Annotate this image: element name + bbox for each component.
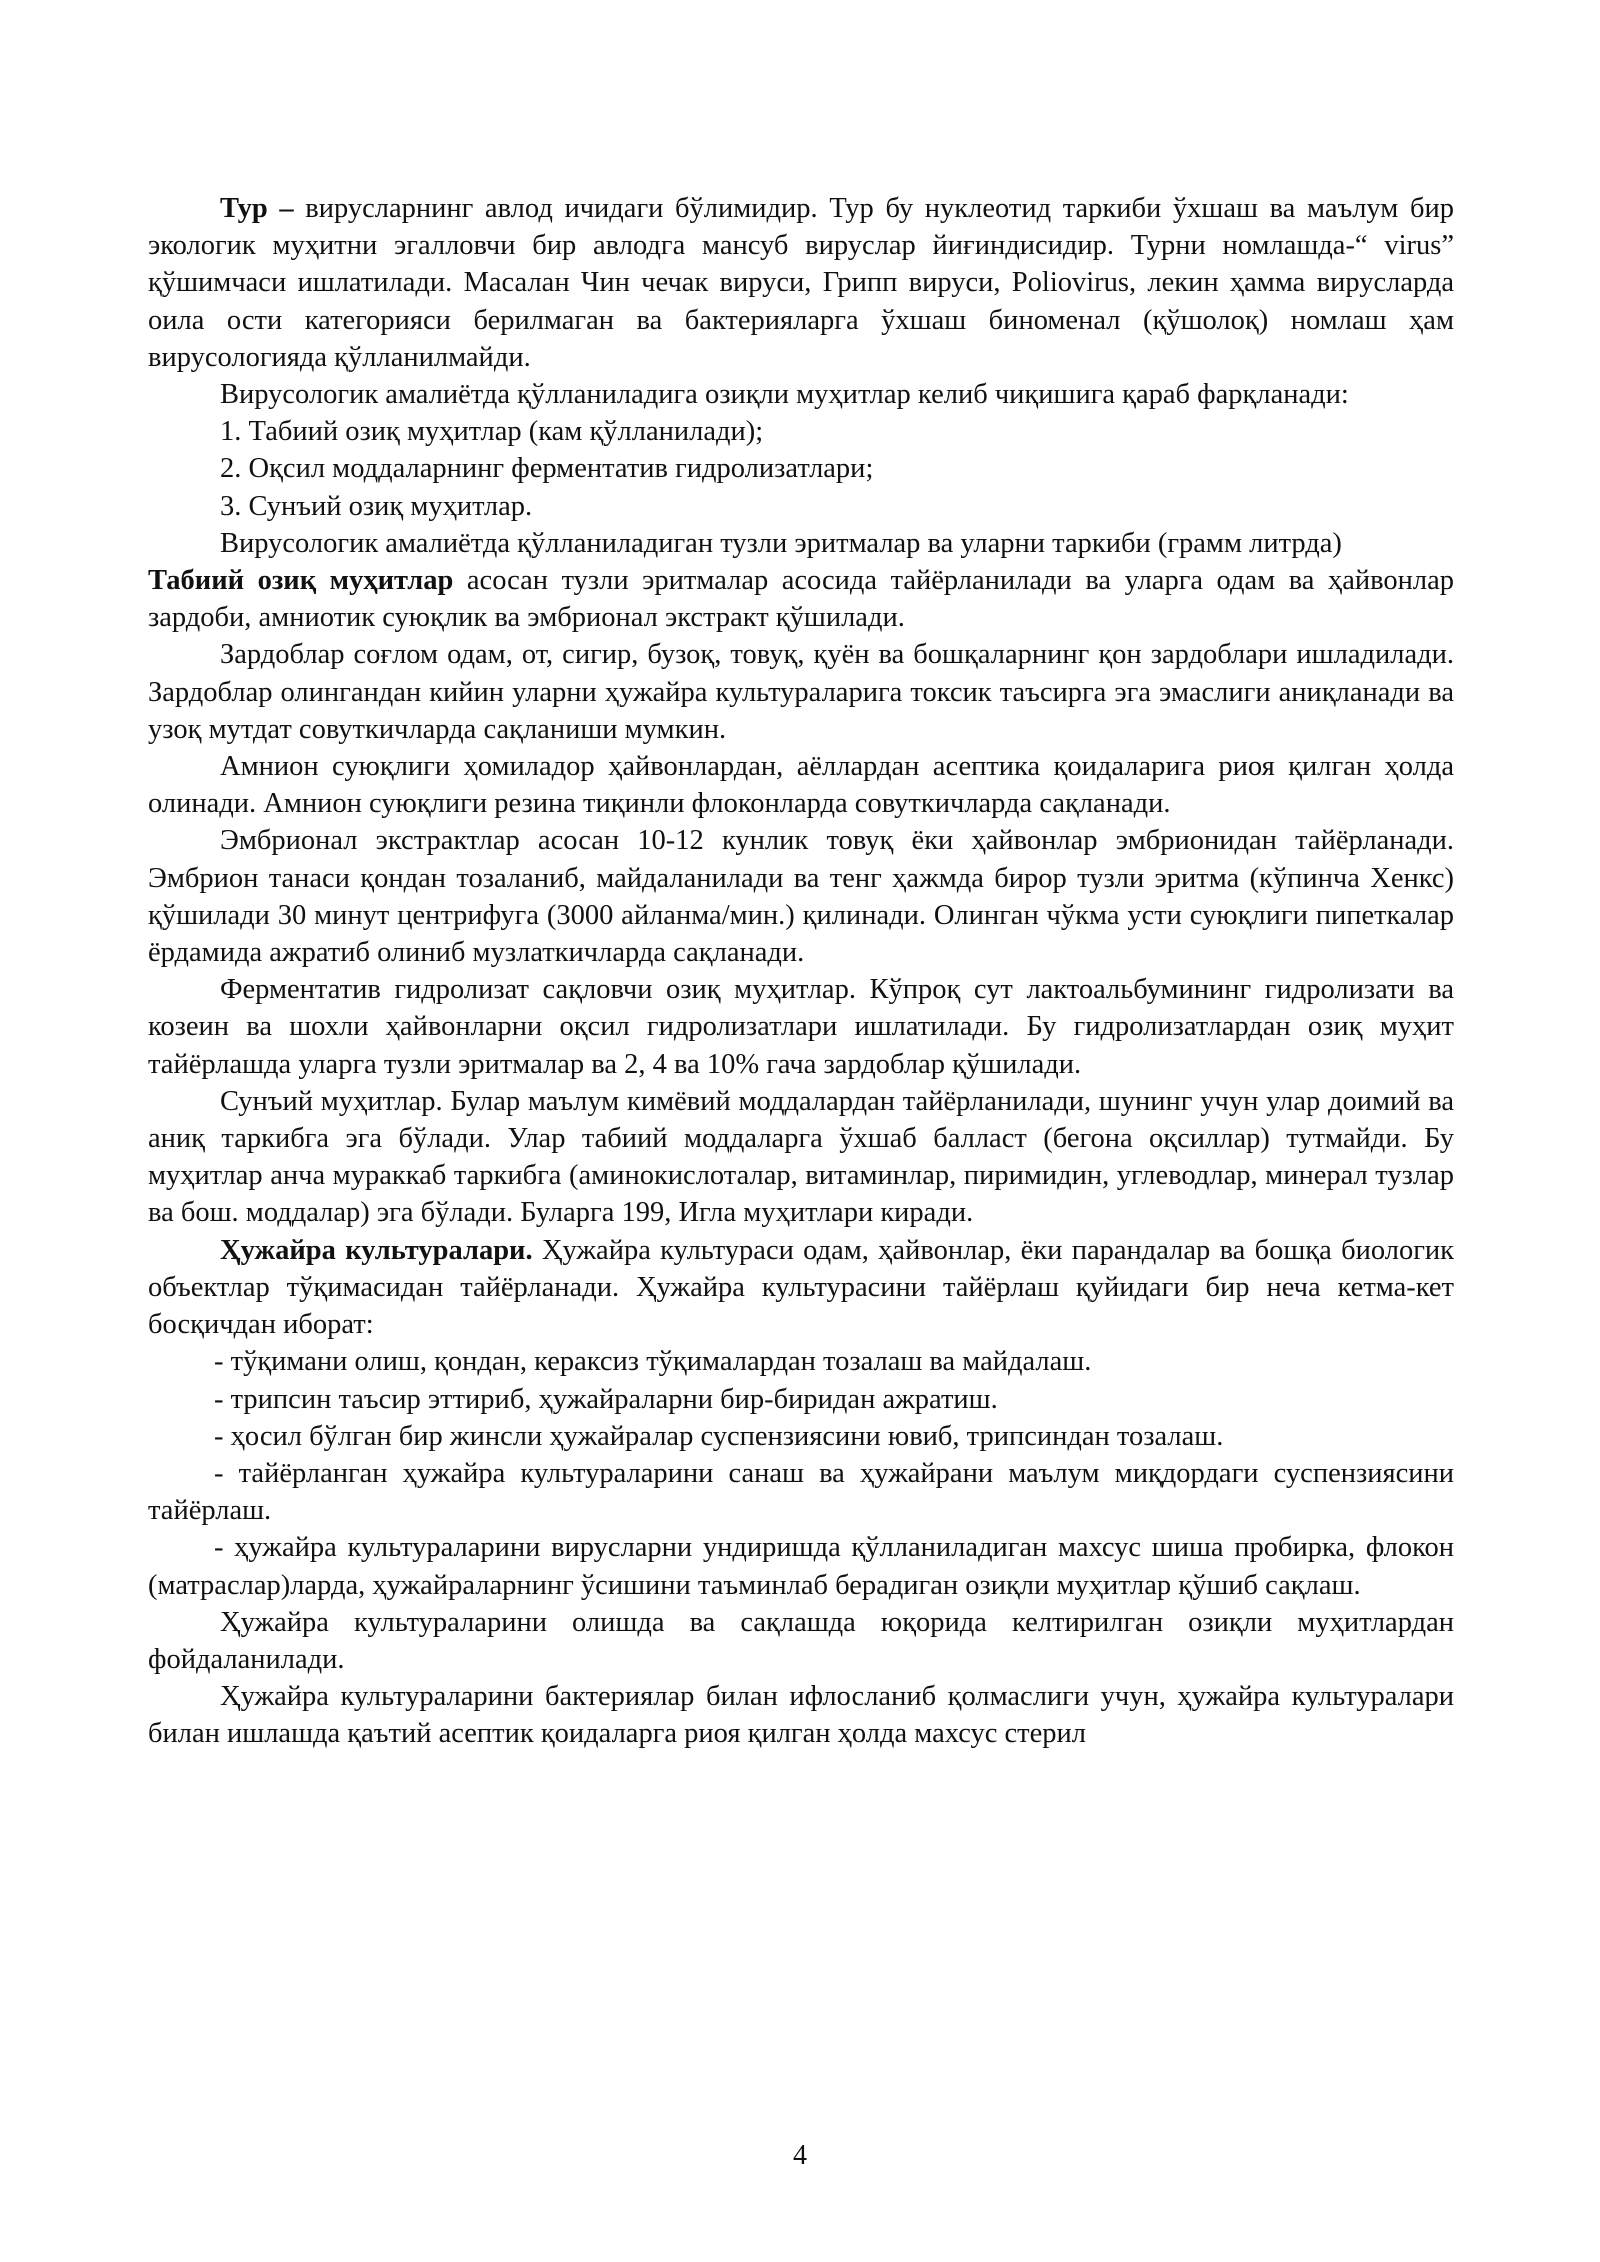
- paragraph-media-intro: Вирусологик амалиётда қўлланиладига озиқли муҳитлар келиб чиқишига қараб фарқланади:: [220, 379, 1349, 411]
- list-item: 3. Сунъий озиқ муҳитлар.: [220, 490, 533, 522]
- paragraph-species-text: вирусларнинг авлод ичидаги бўлимидир. Тур бу нуклеотид таркиби ўхшаш ва маълум бир экологик муҳитни эгалловчи бир авлодга мансуб вируслар йиғиндисидир. Турни номлашда-“ virus” қўшимчаси ишлатилади. Масалан Чин чечак вируси, Грипп вируси, Poliovirus, лекин ҳамма вирусларда оила ости категорияси берилмаган ва бактерияларга ўхшаш биноменал (қўшолоқ) номлаш ҳам вирусологияда қўлланилмайди.: [148, 193, 1454, 373]
- dash-item: - трипсин таъсир эттириб, ҳужайраларни бир-биридан ажратиш.: [214, 1383, 998, 1415]
- paragraph-aseptic-rules: Ҳужайра культураларини бактериялар билан ифлосланиб қолмаслиги учун, ҳужайра культуралари билан ишлашда қаътий асептик қоидаларга риоя қилган ҳолда махсус стерил: [148, 1681, 1454, 1750]
- dash-item: - тайёрланган ҳужайра культураларини санаш ва ҳужайрани маълум миқдордаги суспензиясини тайёрлаш.: [148, 1457, 1454, 1527]
- term-cell-cultures: Ҳужайра культуралари.: [220, 1234, 533, 1266]
- dash-item: - ҳосил бўлган бир жинсли ҳужайралар суспензиясини ювиб, трипсиндан тозалаш.: [214, 1420, 1224, 1452]
- paragraph-species: [148, 190, 1454, 376]
- list-item: 2. Оқсил моддаларнинг ферментатив гидролизатлари;: [220, 453, 874, 485]
- paragraph-embryonic-extracts: Эмбрионал экстрактлар асосан 10-12 кунлик товуқ ёки ҳайвонлар эмбрионидан тайёрланади. Эмбрион танаси қондан тозаланиб, майдаланилади ва тенг ҳажмда бирор тузли эритма (кўпинча Хенкс) қўшилади 30 минут центрифуга (3000 айланма/мин.) қилинади. Олинган чўкма усти суюқлиги пипеткалар ёрдамида ажратиб олиниб музлаткичларда сақланади.: [148, 825, 1454, 969]
- paragraph-culture-media-use: Ҳужайра культураларини олишда ва сақлашда юқорида келтирилган озиқли муҳитлардан фойдаланилади.: [148, 1606, 1454, 1675]
- paragraph-serums: Зардоблар соғлом одам, от, сигир, бузоқ, товуқ, қуён ва бошқаларнинг қон зардоблари ишладилади. Зардоблар олингандан кийин уларни ҳужайра культураларига токсик таъсирга эга эмаслиги аниқланади ва узоқ мутдат совуткичларда сақланиши мумкин.: [148, 639, 1454, 745]
- paragraph-synthetic-media: Сунъий муҳитлар. Булар маълум кимёвий моддалардан тайёрланилади, шунинг учун улар доимий ва аниқ таркибга эга бўлади. Улар табиий моддаларга ўхшаб балласт (бегона оқсиллар) тутмайди. Бу муҳитлар анча мураккаб таркибга (аминокислоталар, витаминлар, пиримидин, углеводлар, минерал тузлар ва бош. моддалар) эга бўлади. Буларга 199, Игла муҳитлари киради.: [148, 1085, 1454, 1229]
- list-item: 1. Табиий озиқ муҳитлар (кам қўлланилади);: [220, 416, 764, 448]
- paragraph-natural-media: [148, 562, 1454, 636]
- paragraph-natural-media-text: асосан тузли эритмалар асосида тайёрланилади ва уларга одам ва ҳайвонлар зардоби, амниотик суюқлик ва эмбрионал экстракт қўшилади.: [148, 565, 1454, 634]
- dash-item: - ҳужайра культураларини вирусларни ундиришда қўлланиладиган махсус шиша пробирка, флокон (матраслар)ларда, ҳужайраларнинг ўсишини таъминлаб берадиган озиқли муҳитлар қўшиб сақлаш.: [148, 1532, 1454, 1601]
- dash-item: - тўқимани олиш, қондан, кераксиз тўқималардан тозалаш ва майдалаш.: [214, 1346, 1092, 1378]
- document-page: [148, 190, 1454, 1753]
- term-species: Тур –: [220, 193, 294, 224]
- paragraph-cell-cultures-text: Ҳужайра культураси одам, ҳайвонлар, ёки парандалар ва бошқа биологик объектлар тўқимасидан тайёрланади. Ҳужайра культурасини тайёрлаш қуйидаги бир неча кетма-кет босқичдан иборат:: [148, 1234, 1454, 1341]
- paragraph-salt-solutions: Вирусологик амалиётда қўлланиладиган тузли эритмалар ва уларни таркиби (грамм литрда): [220, 527, 1342, 559]
- page-number: 4: [793, 2140, 807, 2171]
- paragraph-cell-cultures: [148, 1232, 1454, 1344]
- paragraph-amnion: Амнион суюқлиги ҳомиладор ҳайвонлардан, аёллардан асептика қоидаларига риоя қилган ҳолда олинади. Амнион суюқлиги резина тиқинли флоконларда совуткичларда сақланади.: [148, 751, 1454, 820]
- term-natural-media: Табиий озиқ муҳитлар: [148, 565, 454, 597]
- paragraph-enzymatic-hydrolysate: Ферментатив гидролизат сақловчи озиқ муҳитлар. Кўпроқ сут лактоальбумининг гидролизати ва козеин ва шохли ҳайвонларни оқсил гидролизатлари ишлатилади. Бу гидролизатлардан озиқ муҳит тайёрлашда уларга тузли эритмалар ва 2, 4 ва 10% гача зардоблар қўшилади.: [148, 974, 1454, 1080]
